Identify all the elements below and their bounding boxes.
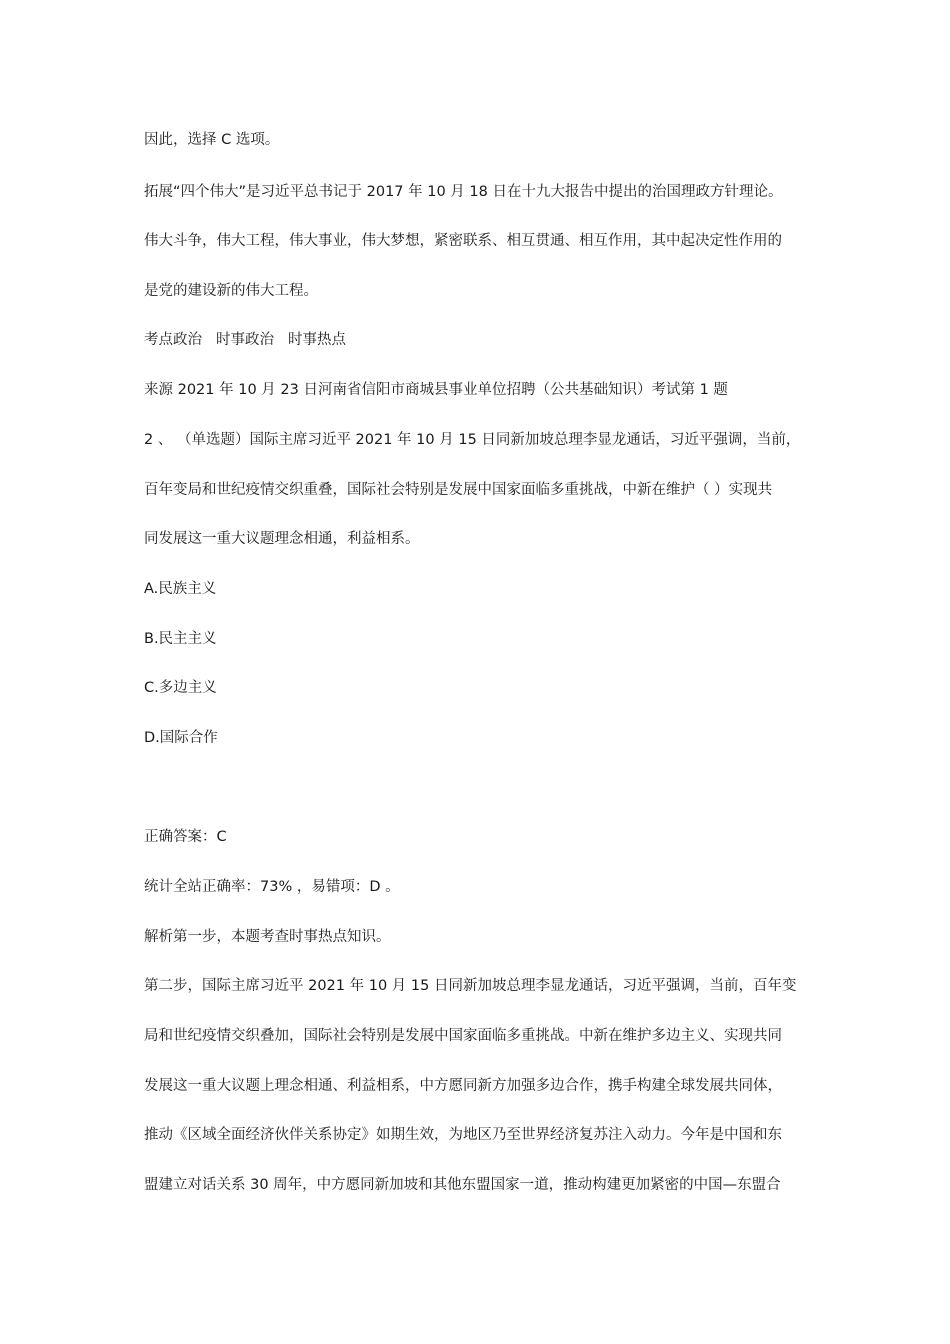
option-a: A.民族主义 — [144, 581, 217, 597]
conclusion-text: 因此，选择 C 选项。 — [144, 132, 280, 148]
option-d: D.国际合作 — [144, 730, 218, 746]
option-b: B.民主主义 — [144, 631, 217, 647]
analysis-step-2-line-2: 局和世纪疫情交织叠加，国际社会特别是发展中国家面临多重挑战。中新在维护多边主义、实现共同 — [144, 1028, 782, 1044]
correct-answer: 正确答案：C — [144, 829, 227, 845]
analysis-step-2-line-4: 推动《区域全面经济伙伴关系协定》如期生效，为地区乃至世界经济复苏注入动力。今年是中国和东 — [144, 1127, 782, 1143]
analysis-step-2-line-1: 第二步，国际主席习近平 2021 年 10 月 15 日同新加坡总理李显龙通话，习近平强调，当前，百年变 — [144, 978, 797, 994]
tag-current-politics: 时事政治 — [216, 332, 274, 348]
extension-line-3: 是党的建设新的伟大工程。 — [144, 283, 318, 299]
question-stem-line-1: 2 、 （单选题）国际主席习近平 2021 年 10 月 15 日同新加坡总理李显龙通话，习近平强调，当前， — [144, 432, 801, 448]
tag-politics: 考点政治 — [144, 332, 202, 348]
answer-stats: 统计全站正确率：73% ，易错项：D 。 — [144, 879, 400, 895]
question-stem-line-3: 同发展这一重大议题理念相通，利益相系。 — [144, 531, 420, 547]
question-stem-line-2: 百年变局和世纪疫情交织重叠，国际社会特别是发展中国家面临多重挑战，中新在维护（ ）实现共 — [144, 482, 773, 498]
extension-line-1: 拓展“四个伟大”是习近平总书记于 2017 年 10 月 18 日在十九大报告中提出的治国理政方针理论。 — [144, 184, 783, 200]
tag-current-hotspot: 时事热点 — [288, 332, 346, 348]
tag-row — [144, 330, 824, 350]
analysis-step-2-line-3: 发展这一重大议题上理念相通、利益相系，中方愿同新方加强多边合作，携手构建全球发展共同体， — [144, 1078, 782, 1094]
analysis-step-2-line-5: 盟建立对话关系 30 周年，中方愿同新加坡和其他东盟国家一道，推动构建更加紧密的中国—东盟合 — [144, 1177, 781, 1193]
analysis-step-1: 解析第一步，本题考查时事热点知识。 — [144, 929, 391, 945]
option-c: C.多边主义 — [144, 680, 217, 696]
extension-line-2: 伟大斗争，伟大工程，伟大事业，伟大梦想，紧密联系、相互贯通、相互作用，其中起决定性作用的 — [144, 233, 782, 249]
source-text: 来源 2021 年 10 月 23 日河南省信阳市商城县事业单位招聘（公共基础知识）考试第 1 题 — [144, 382, 728, 398]
